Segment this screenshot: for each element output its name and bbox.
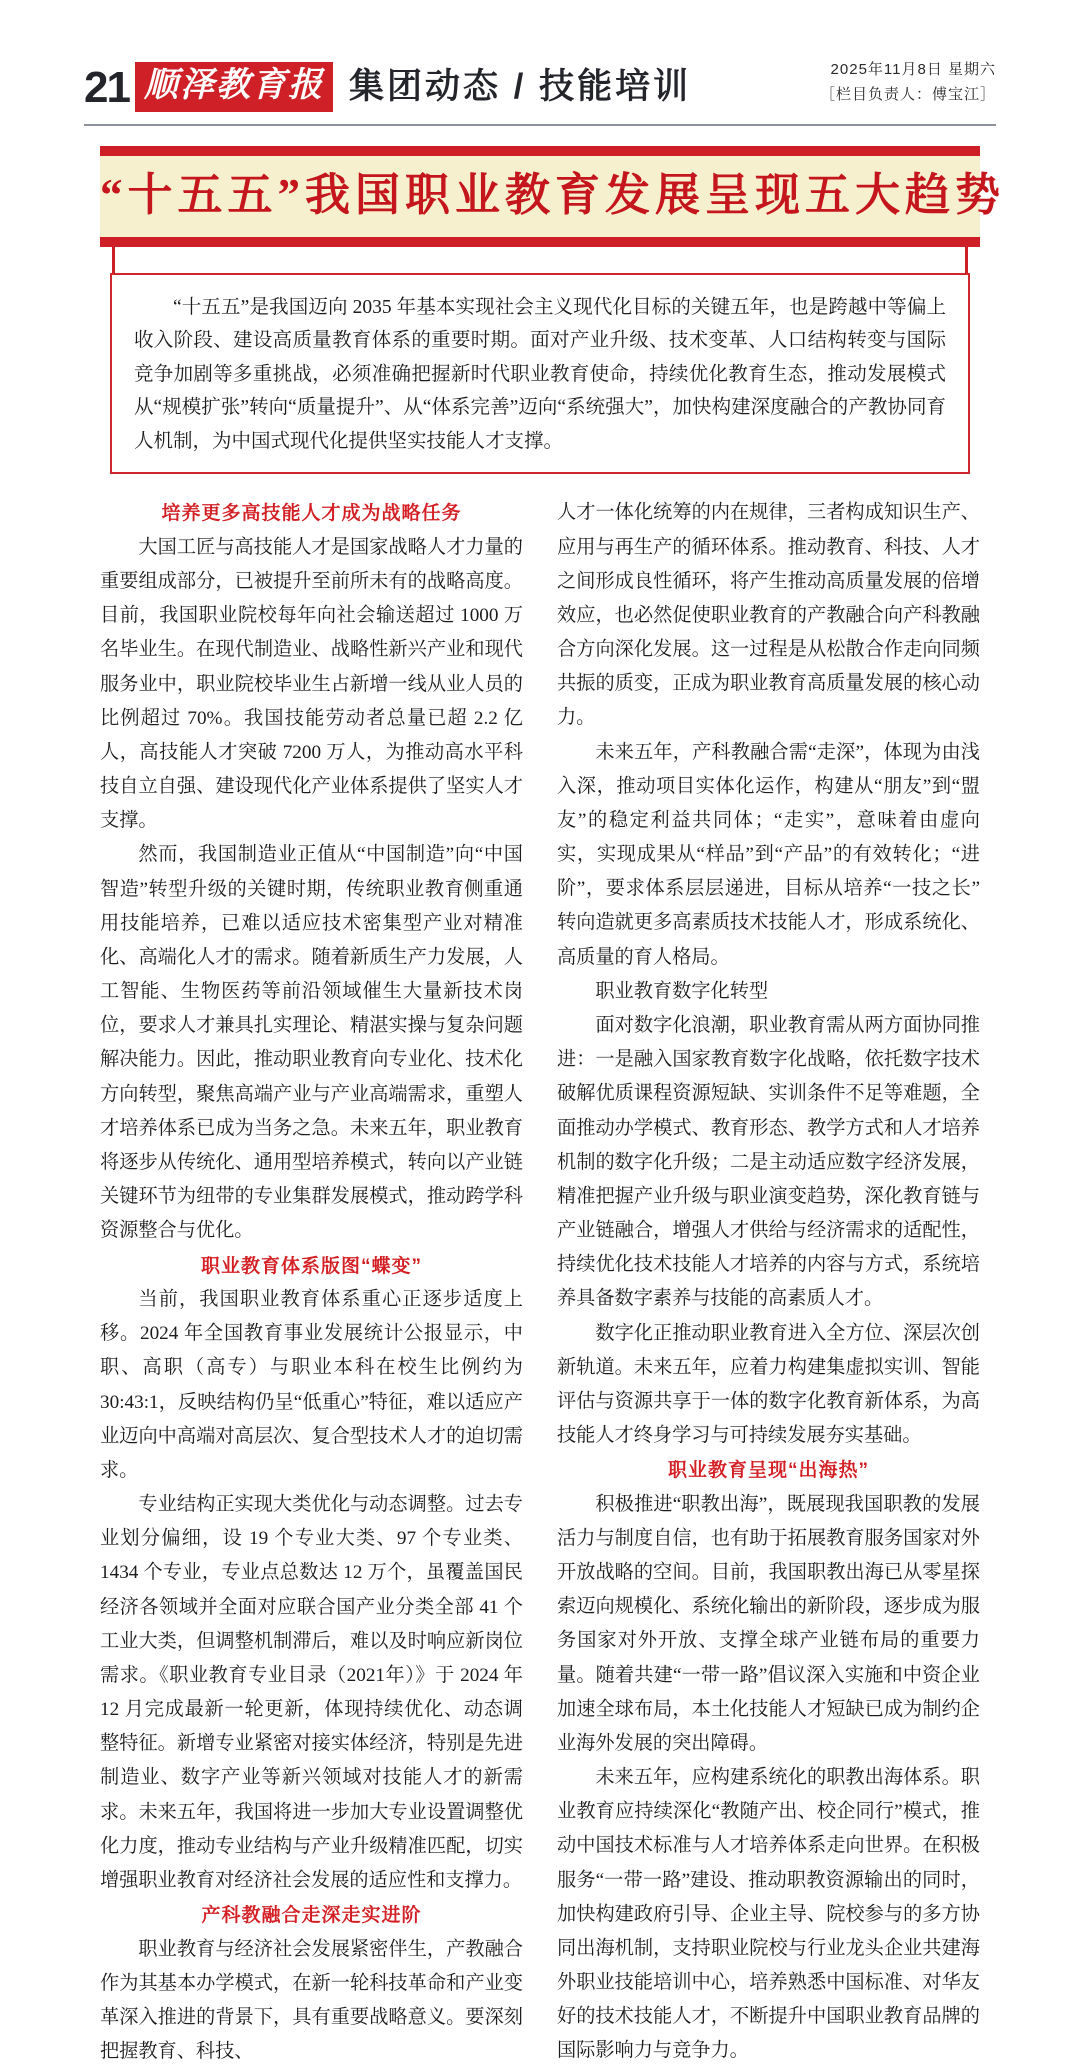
body-paragraph: 数字化正推动职业教育进入全方位、深层次创新轨道。未来五年，应着力构建集虚拟实训、智能评估与资源共享于一体的数字化教育新体系，为高技能人才终身学习与可持续发展夯实基础。 (557, 1322, 980, 1447)
section-heading: 产科教融合走深走实进阶 (201, 1905, 422, 1927)
banner-inner-cream (100, 156, 1006, 237)
page-title: “十五五”我国职业教育发展呈现五大趋势 (100, 169, 1006, 220)
section-heading: 职业教育呈现“出海热” (667, 1460, 869, 1482)
lead-box (110, 273, 970, 475)
editor-credit: ［栏目负责人：傅宝江］ (819, 85, 996, 103)
masthead-meta (820, 58, 996, 112)
publication-date: 2025年11月8日 星期六 (830, 61, 996, 78)
body-paragraph: 大国工匠与高技能人才是国家战略人才力量的重要组成部分，已被提升至前所未有的战略高度。目前，我国职业院校每年向社会输送超过 1000 万名毕业生。在现代制造业、战略性新兴产业和现代服务业中，职业院校毕业生占新增一线从业人员的比例超过 70%。我国技能劳动者总量已超 2.2 亿人，高技能人才突破 7200 万人，为推动高水平科技自立自强、建设现代化产业体系提供了坚实人才支撑。 (100, 536, 523, 832)
body-paragraph: 未来五年，应构建系统化的职教出海体系。职业教育应持续深化“教随产出、校企同行”模式，推动中国技术标准与人才培养体系走向世界。在积极服务“一带一路”建设、推动职教资源输出的同时，加快构建政府引导、企业主导、院校参与的多方协同出海机制，支持职业院校与行业龙头企业共建海外职业技能培训中心，培养熟悉中国标准、对华友好的技术技能人才，不断提升中国职业教育品牌的国际影响力与竞争力。 (557, 1767, 980, 2062)
banner-tick-left-icon (112, 247, 115, 273)
article-columns (100, 496, 980, 2069)
body-paragraph: 当前，我国职业教育体系重心正逐步适度上移。2024 年全国教育事业发展统计公报显示，中职、高职（高专）与职业本科在校生比例约为 30:43:1，反映结构仍呈“低重心”特征，难以适应产业迈向中高端对高层次、复合型技术人才的迫切需求。 (100, 1289, 523, 1481)
page-number: 21 (84, 62, 129, 112)
paper-logo: 顺泽教育报 (135, 62, 333, 112)
section-heading: 培养更多高技能人才成为战略任务 (161, 503, 462, 525)
body-paragraph: 专业结构正实现大类优化与动态调整。过去专业划分偏细，设 19 个专业大类、97 个专业类、1434 个专业，专业点总数达 12 万个，虽覆盖国民经济各领域并全面对应联合国产业分类全部 41 个工业大类，但调整机制滞后，难以及时响应新岗位需求。《职业教育专业目录（2021年）》于 2024 年 12 月完成最新一轮更新，体现持续优化、动态调整特征。新增专业紧密对接实体经济，特别是先进制造业、数字产业等新兴领域对技能人才的新需求。未来五年，我国将进一步加大专业设置调整优化力度，推动专业结构与产业升级精准匹配，切实增强职业教育对经济社会发展的适应性和支撑力。 (100, 1494, 523, 1891)
masthead-brand (84, 62, 691, 112)
masthead (0, 0, 1080, 112)
banner-outer-red (100, 146, 1006, 247)
headline-banner (100, 146, 1006, 247)
column-left (100, 496, 523, 2069)
masthead-divider (84, 124, 996, 126)
lead-paragraph: “十五五”是我国迈向 2035 年基本实现社会主义现代化目标的关键五年，也是跨越中等偏上收入阶段、建设高质量教育体系的重要时期。面对产业升级、技术变革、人口结构转变与国际竞争加剧等多重挑战，必须准确把握新时代职业教育使命，持续优化教育生态，推动发展模式从“规模扩张”转向“质量提升”、从“体系完善”迈向“系统强大”，加快构建深度融合的产教协同育人机制，为中国式现代化提供坚实技能人才支撑。 (134, 296, 946, 452)
body-paragraph: 然而，我国制造业正值从“中国制造”向“中国智造”转型升级的关键时期，传统职业教育侧重通用技能培养，已难以适应技术密集型产业对精准化、高端化人才的需求。随着新质生产力发展，人工智能、生物医药等前沿领域催生大量新技术岗位，要求人才兼具扎实理论、精湛实操与复杂问题解决能力。因此，推动职业教育向专业化、技术化方向转型，聚焦高端产业与产业高端需求，重塑人才培养体系已成为当务之急。未来五年，职业教育将逐步从传统化、通用型培养模式，转向以产业链关键环节为纽带的专业集群发展模式，推动跨学科资源整合与优化。 (100, 844, 523, 1242)
body-paragraph: 职业教育数字化转型 (595, 980, 769, 1002)
body-paragraph: 人才一体化统筹的内在规律，三者构成知识生产、应用与再生产的循环体系。推动教育、科技、人才之间形成良性循环，将产生推动高质量发展的倍增效应，也必然促使职业教育的产教融合向产科教融合方向深化发展。这一过程是从松散合作走向同频共振的质变，正成为职业教育高质量发展的核心动力。 (557, 502, 980, 729)
body-paragraph: 未来五年，产科教融合需“走深”，体现为由浅入深，推动项目实体化运作，构建从“朋友”到“盟友”的稳定利益共同体；“走实”，意味着由虚向实，实现成果从“样品”到“产品”的有效转化；“进阶”，要求体系层层递进，目标从培养“一技之长”转向造就更多高素质技术技能人才，形成系统化、高质量的育人格局。 (557, 741, 980, 968)
column-right (557, 496, 980, 2068)
body-paragraph: 职业教育与经济社会发展紧密伴生，产教融合作为其基本办学模式，在新一轮科技革命和产业变革深入推进的背景下，具有重要战略意义。要深刻把握教育、科技、 (100, 1938, 523, 2063)
section-title: 集团动态 / 技能培训 (348, 67, 692, 106)
section-heading: 职业教育体系版图“蝶变” (200, 1255, 422, 1277)
body-paragraph: 面对数字化浪潮，职业教育需从两方面协同推进：一是融入国家教育数字化战略，依托数字技术破解优质课程资源短缺、实训条件不足等难题，全面推动办学模式、教育形态、教学方式和人才培养机制的数字化升级；二是主动适应数字经济发展，精准把握产业升级与职业演变趋势，深化教育链与产业链融合，增强人才供给与经济需求的适配性，持续优化技术技能人才培养的内容与方式，系统培养具备数字素养与技能的高素质人才。 (557, 1014, 980, 1310)
banner-tick-right-icon (965, 247, 968, 273)
body-paragraph: 积极推进“职教出海”，既展现我国职教的发展活力与制度自信，也有助于拓展教育服务国家对外开放战略的空间。目前，我国职教出海已从零星探索迈向规模化、系统化输出的新阶段，逐步成为服务国家对外开放、支撑全球产业链布局的重要力量。随着共建“一带一路”倡议深入实施和中资企业加速全球布局，本土化技能人才短缺已成为制约企业海外发展的突出障碍。 (557, 1493, 980, 1754)
